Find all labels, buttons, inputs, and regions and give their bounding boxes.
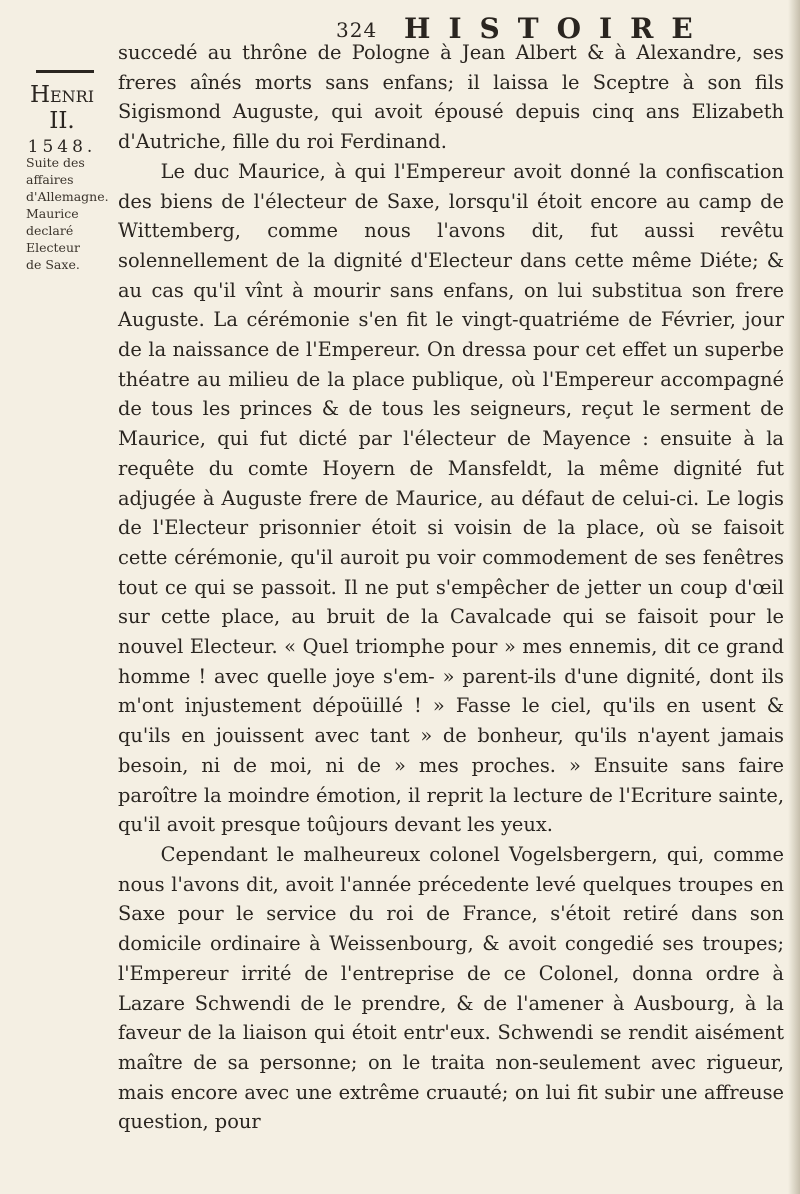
header-rule <box>36 70 94 73</box>
paragraph-1: succedé au thrône de Pologne à Jean Albert & à Alexandre, ses freres aînés morts sans enfans; il laissa le Sceptre à son fils Sigismond Auguste, qui avoit épousé depuis cinq ans Elizabeth d'Autriche, fille du roi Ferdinand. <box>118 41 784 154</box>
page-number: 324 <box>336 18 378 42</box>
paragraph-3: Cependant le malheureux colonel Vogelsbergern, qui, comme nous l'avons dit, avoit l'année précedente levé quelques troupes en Saxe pour le service du roi de France, s'étoit retiré dans son domicile ordinaire à Weissenbourg, & avoit congedié ses troupes; l'Empereur irrité de l'entreprise de ce Colonel, donna ordre à Lazare Schwendi de le prendre, & de l'amener à Ausbourg, à la faveur de la liaison qui étoit entr'eux. Schwendi se rendit aisément maître de sa personne; on le traita non-seulement avec rigueur, mais encore avec une extrême cruauté; on lui fit subir une affreuse question, pour <box>118 842 784 1134</box>
page-edge-shadow <box>788 0 800 1194</box>
running-title: HISTOIRE <box>404 12 711 45</box>
body-text <box>118 38 784 1137</box>
reign-name: Henri II. <box>29 82 95 134</box>
reign-year: 1548. <box>27 137 97 157</box>
paragraph-2: Le duc Maurice, à qui l'Empereur avoit donné la confiscation des biens de l'électeur de Saxe, lorsqu'il étoit encore au camp de Wittemberg, comme nous l'avons dit, fut aussi revêtu solennellement de la dignité d'Electeur dans cette même Diéte; & au cas qu'il vînt à mourir sans enfans, on lui substitua son frere Auguste. La cérémonie s'en fit le vingt-quatriéme de Février, jour de la naissance de l'Empereur. On dressa pour cet effet un superbe théatre au milieu de la place publique, où l'Empereur accompagné de tous les princes & de tous les seigneurs, reçut le serment de Maurice, qui fut dicté par l'électeur de Mayence : ensuite à la requête du comte Hoyern de Mansfeldt, la même dignité fut adjugée à Auguste frere de Maurice, au défaut de celui-ci. Le logis de l'Electeur prisonnier étoit si voisin de la place, où se faisoit cette cérémonie, qu'il auroit pu voir commodement de ses fenêtres tout ce qui se passoit. Il ne put s'empêcher de jetter un coup d'œil sur cette place, au bruit de la Cavalcade qui se faisoit pour le nouvel Electeur. « Quel triomphe pour » mes ennemis, dit ce grand homme ! avec quelle joye s'em- » parent-ils d'une dignité, dont ils m'ont injustement dépoüillé ! » Fasse le ciel, qu'ils en usent & qu'ils en jouissent avec tant » de bonheur, qu'ils n'ayent jamais besoin, ni de moi, ni de » mes proches. » Ensuite sans faire paroître la moindre émotion, il reprit la lecture de l'Ecriture sainte, qu'il avoit presque toûjours devant les yeux. <box>118 159 784 837</box>
margin-reign <box>22 82 102 160</box>
margin-note: Suite des affaires d'Allemagne. Maurice declaré Electeur de Saxe. <box>26 155 109 272</box>
